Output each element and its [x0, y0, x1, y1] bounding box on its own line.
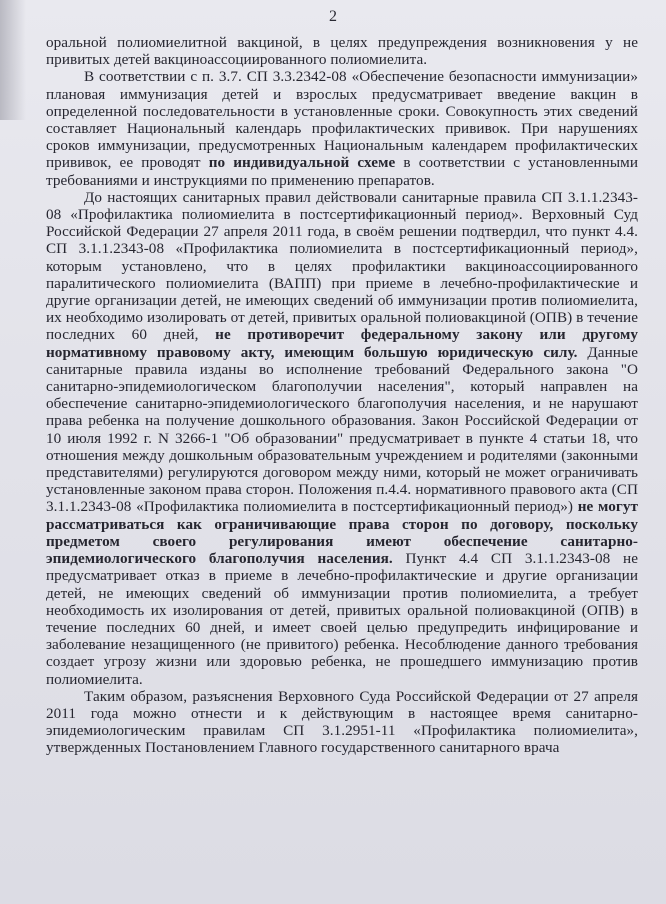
- paragraph-3: [46, 189, 638, 688]
- text-run: Пункт 4.4 СП 3.1.1.2343-08 не предусматривает отказ в приеме в лечебно-профилактические и другие организации детей, не имеющих сведений об иммунизации против полиомиелита, а требует необходимость их изолирования от детей, привитых оральной полиовакциной (ОПВ) в течение последних 60 дней, и имеет своей целью предупредить инфицирование и заболевание незащищенного (не привитого) ребенка. Несоблюдение данного требования создает угрозу жизни или здоровью ребенка, не прошедшего иммунизацию против полиомиелита.: [46, 550, 638, 688]
- paragraph-1: [46, 34, 638, 68]
- page-number: 2: [329, 8, 337, 25]
- text-run: в соответствии с установленными требованиями и инструкциями по применению препаратов.: [46, 154, 638, 189]
- document-body: [46, 34, 638, 900]
- text-run: В соответствии с п. 3.7. СП 3.3.2342-08 «Обеспечение безопасности иммунизации» плановая иммунизация детей и взрослых предусматривает введение вакцин в определенной последовательности в установленные сроки. Совокупность этих сведений составляет Национальный календарь профилактических прививок. При нарушениях сроков иммунизации, предусмотренных Национальным календарем профилактических прививок, ее проводят: [46, 68, 638, 172]
- paragraph-2: [46, 68, 638, 188]
- text-run: До настоящих санитарных правил действовали санитарные правила СП 3.1.1.2343-08 «Профилактика полиомиелита в постсертификационный период». Верховный Суд Российской Федерации 27 апреля 2011 года, в своём решении подтвердил, что пункт 4.4. СП 3.1.1.2343-08 «Профилактика полиомиелита в постсертификационный период», которым установлено, что в целях профилактики вакциноассоциированного паралитического полиомиелита (ВАПП) при приеме в лечебно-профилактические и другие организации детей, не имеющих сведений об иммунизации против полиомиелита, их необходимо изолировать от детей, привитых оральной полиовакциной (ОПВ) в течение последних 60 дней,: [46, 188, 638, 344]
- emphasis-text: по индивидуальной схеме: [208, 154, 396, 172]
- emphasis-text: не могут рассматриваться как ограничивающие права сторон по договору, поскольку предметом своего регулирования имеют обеспечение санитарно-эпидемиологического благополучия населения.: [46, 498, 638, 568]
- text-run: Таким образом, разъяснения Верховного Суда Российской Федерации от 27 апреля 2011 года можно отнести и к действующим в настоящее время санитарно-эпидемиологическим правилам СП 3.1.2951-11 «Профилактика полиомиелита», утвержденных Постановлением Главного государственного санитарного врача: [46, 687, 638, 757]
- text-run: Данные санитарные правила изданы во исполнение требований Федерального закона "О санитарно-эпидемиологическом благополучии населения", который направлен на обеспечение санитарно-эпидемиологического благополучия населения, и не нарушают права ребенка на получение дошкольного образования. Закон Российской Федерации от 10 июля 1992 г. N 3266-1 "Об образовании" предусматривает в пункте 4 статьи 18, что отношения между дошкольным образовательным учреждением и родителями (законными представителями) регулируются договором между ними, который не может ограничивать установленные законом права сторон. Положения п.4.4. нормативного правового акта (СП 3.1.1.2343-08 «Профилактика полиомиелита в постсертификационный период»): [46, 343, 638, 516]
- text-run: оральной полиомиелитной вакциной, в целях предупреждения возникновения у не привитых детей вакциноассоциированного полиомиелита.: [46, 34, 638, 69]
- paragraph-4: [46, 688, 638, 757]
- emphasis-text: не противоречит федеральному закону или другому нормативному правовому акту, имеющим большую юридическую силу.: [46, 326, 638, 361]
